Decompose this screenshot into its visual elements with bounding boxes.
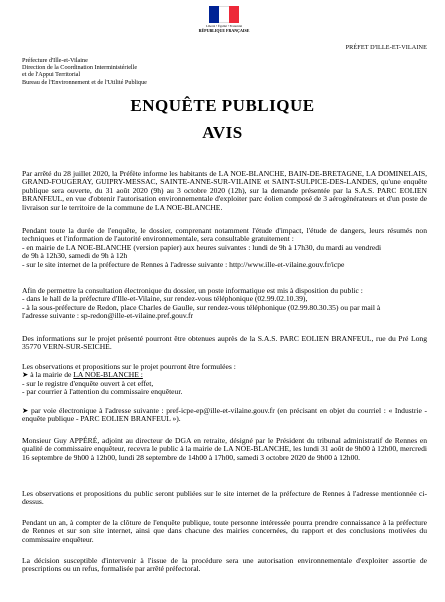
paragraph-announcement: Par arrêté du 28 juillet 2020, la Préfète informe les habitants de LA NOE-BLANCHE, BAIN-DE-BRETAGNE, LA DOMINELAIS, GRAND-FOUGERAY, GUIPRY-MESSAC, SAINTE-ANNE-SUR-VILAINE et SAINT-SULPICE-DES-LANDES, qu'une enquête publique sera ouverte, du 31 août 2020 (9h) au 3 octobre 2020 (12h), sur la demande présentée par la S.A.S. PARC EOLIEN BRANFEUL, en vue d'obtenir l'autorisation environnementale d'exploiter parc éolien composé de 3 aérogénérateurs et d'un poste de livraison sur le territoire de la commune de LA NOE-BLANCHE.: [22, 169, 427, 212]
issuer-line: Bureau de l'Environnement et de l'Utilité Publique: [22, 78, 147, 86]
consultation-line: - sur le site internet de la préfecture de Rennes à l'adresse suivante : http://www.ille-et-vilaine.gouv.fr/icpe: [22, 259, 345, 269]
paragraph-report: Pendant un an, à compter de la clôture de l'enquête publique, toute personne intéressée pourra prendre connaissance à la préfecture de Rennes et sur son site internet, ainsi que dans chacune des mairies concernées, du rapport et des conclusions motivées du commissaire enquêteur.: [22, 518, 427, 544]
electronic-line: l'adresse suivante : sp-redon@ille-et-vilaine.pref.gouv.fr: [22, 311, 194, 321]
issuer-line: Direction de la Coordination Interministérielle: [22, 64, 138, 72]
issuer-line: et de l'Appui Territorial: [22, 71, 81, 79]
consultation-intro: Pendant toute la durée de l'enquête, le dossier, comprenant notamment l'étude d'impact, l'étude de dangers, leurs résumés non techniques et l'information de l'autorité environnementale, sera consultable gratuitement :: [22, 226, 427, 244]
paragraph-observations: [22, 363, 427, 397]
issuer-block: [22, 57, 147, 86]
observations-line: ➤ à la mairie de LA NOE-BLANCHE :: [22, 370, 143, 380]
paragraph-decision: La décision susceptible d'intervenir à l'issue de la procédure sera une autorisation environnementale d'exploiter assortie de prescriptions ou un refus, formalisée par arrêté préfectoral.: [22, 556, 427, 574]
paragraph-publication: Les observations et propositions du public seront publiées sur le site internet de la préfecture de Rennes à l'adresse mentionnée ci-dessus.: [22, 489, 427, 507]
paragraph-email: ➤ par voie électronique à l'adresse suivante : pref-icpe-ep@ille-et-vilaine.gouv.fr (en précisant en objet du courriel : « Industrie - enquête publique - PARC EOLIEN BRANFEUL »).: [22, 406, 427, 424]
paragraph-electronic: [22, 287, 427, 321]
observations-line: - par courrier à l'attention du commissaire enquêteur.: [22, 387, 183, 397]
electronic-intro: Afin de permettre la consultation électronique du dossier, un poste informatique est mis à disposition du public :: [22, 286, 363, 295]
page-title: ENQUÊTE PUBLIQUE: [130, 96, 315, 115]
logo-republic: RÉPUBLIQUE FRANÇAISE: [198, 28, 250, 33]
tricolor-flag-icon: [209, 6, 239, 23]
observations-line: - sur le registre d'enquête ouvert à cet effet,: [22, 378, 154, 388]
electronic-line: - à la sous-préfecture de Redon, place Charles de Gaulle, sur rendez-vous téléphonique (02.99.80.30.35) ou par mail à: [22, 302, 381, 312]
marianne-logo: [197, 6, 251, 33]
consultation-line: - en mairie de LA NOE-BLANCHE (version papier) aux heures suivantes : lundi de 9h à 17h30, du mardi au vendredi: [22, 242, 382, 252]
logo-motto: Liberté • Égalité • Fraternité: [205, 24, 243, 28]
electronic-line: - dans le hall de la préfecture d'Ille-et-Vilaine, sur rendez-vous téléphonique (02.99.02.10.39),: [22, 294, 308, 304]
paragraph-consultation: [22, 227, 427, 269]
issuer-line: Préfecture d'Ille-et-Vilaine: [22, 57, 88, 64]
paragraph-information: Des informations sur le projet présenté pourront être obtenues auprès de la S.A.S. PARC EOLIEN BRANFEUL, rue du Pré Long 35770 VERN-SUR-SEICHE.: [22, 334, 427, 352]
observations-intro: Les observations et propositions sur le projet pourront être formulées :: [22, 362, 236, 371]
consultation-line: de 9h à 12h30, samedi de 9h à 12h: [22, 251, 128, 261]
page-subtitle: AVIS: [202, 123, 243, 142]
paragraph-commissioner: Monsieur Guy APPÉRÉ, adjoint au directeur de DGA en retraite, désigné par le Président du tribunal administratif de Rennes en qualité de commissaire enquêteur, recevra le public à la mairie de LA NOE-BLANCHE, les lundi 31 août de 9h00 à 12h00, mercredi 16 septembre de 9h00 à 12h00, lundi 28 septembre de 14h00 à 17h00, samedi 3 octobre 2020 de 9h00 à 12h00.: [22, 436, 427, 462]
prefet-label: PRÉFET D'ILLE-ET-VILAINE: [345, 44, 427, 51]
